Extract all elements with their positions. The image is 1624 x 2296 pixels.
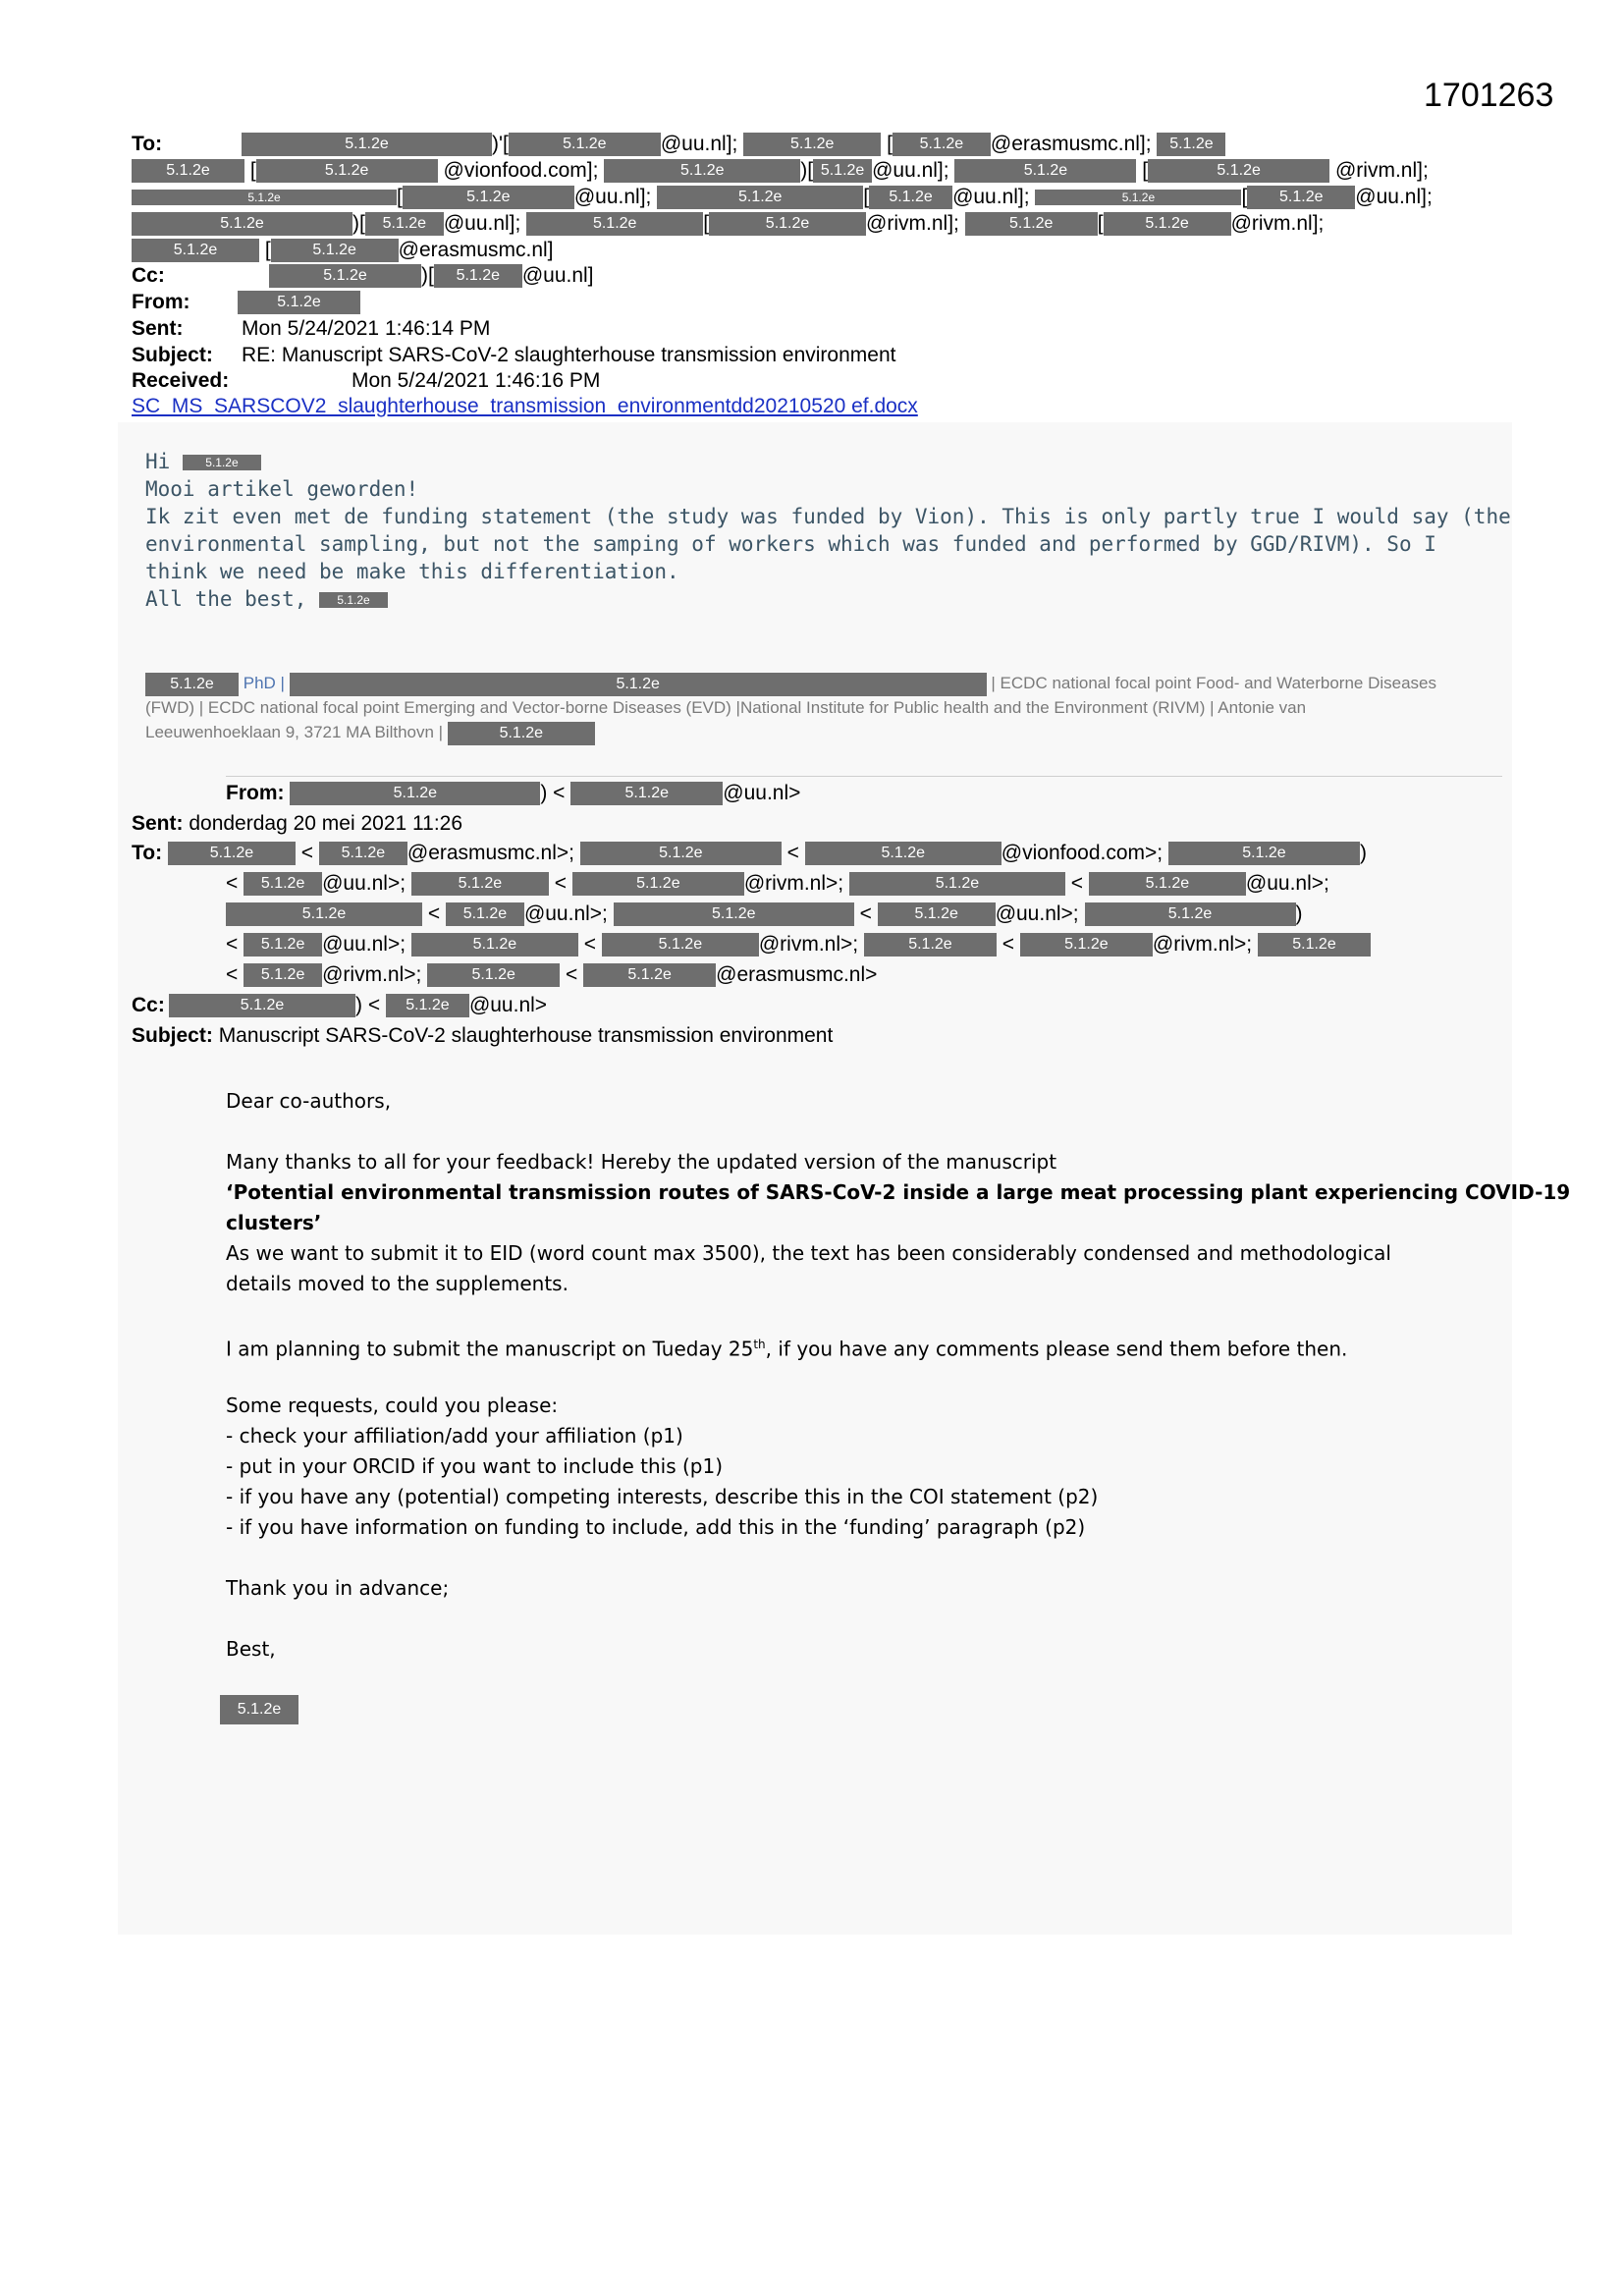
- redaction: 5.1.2e: [132, 212, 352, 236]
- redaction: 5.1.2e: [954, 159, 1136, 183]
- redaction: 5.1.2e: [132, 159, 244, 183]
- redaction: 5.1.2e: [1020, 933, 1153, 957]
- redaction: 5.1.2e: [226, 902, 422, 926]
- email-domain: @rivm.nl];: [1230, 212, 1325, 235]
- orig-subject-value: Manuscript SARS-CoV-2 slaughterhouse transmission environment: [218, 1024, 834, 1047]
- redaction: 5.1.2e: [813, 159, 872, 183]
- orig-to-row-4: < 5.1.2e @uu.nl>; 5.1.2e < 5.1.2e @rivm.nl>; 5.1.2e < 5.1.2e @rivm.nl>; 5.1.2e: [226, 932, 1371, 957]
- to-row-2: 5.1.2e [ 5.1.2e @vionfood.com]; 5.1.2e )[ 5.1.2e @uu.nl]; 5.1.2e [ 5.1.2e @rivm.nl];: [132, 158, 1429, 184]
- redaction: 5.1.2e: [365, 212, 444, 236]
- paragraph-1: Many thanks to all for your feedback! Hereby the updated version of the manuscript: [226, 1150, 1057, 1174]
- redaction: 5.1.2e: [604, 159, 800, 183]
- orig-to-row-1: To: 5.1.2e < 5.1.2e @erasmusmc.nl>; 5.1.2e < 5.1.2e @vionfood.com>; 5.1.2e ): [132, 842, 1367, 864]
- email-domain: @uu.nl];: [872, 159, 949, 182]
- redaction: 5.1.2e: [709, 212, 866, 236]
- redaction: 5.1.2e: [256, 159, 438, 183]
- redaction: 5.1.2e: [1085, 902, 1296, 926]
- signature-redaction: [220, 1695, 298, 1724]
- to-label: To:: [132, 133, 163, 155]
- redaction: 5.1.2e: [220, 1695, 298, 1724]
- redaction: 5.1.2e: [244, 963, 322, 987]
- signature-line-2: (FWD) | ECDC national focal point Emerging and Vector-borne Diseases (EVD) |National Institute for Public health and the Environment (RIVM) | Antonie van: [145, 698, 1307, 717]
- redaction: 5.1.2e: [1148, 159, 1329, 183]
- received-row: [132, 368, 600, 394]
- orig-to-row-3: 5.1.2e < 5.1.2e @uu.nl>; 5.1.2e < 5.1.2e @uu.nl>; 5.1.2e ): [226, 902, 1303, 927]
- redaction: 5.1.2e: [1168, 842, 1360, 865]
- redaction: 5.1.2e: [657, 186, 863, 209]
- email-domain: @uu.nl];: [1355, 186, 1433, 208]
- email-domain: @erasmusmc.nl];: [990, 133, 1152, 155]
- redaction: 5.1.2e: [386, 994, 469, 1017]
- redaction: 5.1.2e: [244, 933, 322, 957]
- redaction: 5.1.2e: [132, 190, 397, 205]
- reply-greeting: Hi 5.1.2e: [145, 448, 261, 475]
- redaction: 5.1.2e: [893, 133, 991, 156]
- to-row-5: 5.1.2e [ 5.1.2e @erasmusmc.nl]: [132, 238, 554, 263]
- redaction: 5.1.2e: [509, 133, 661, 156]
- request-item: - if you have any (potential) competing interests, describe this in the COI statement (p2): [226, 1485, 1099, 1508]
- redaction: 5.1.2e: [434, 264, 522, 288]
- redaction: 5.1.2e: [168, 842, 296, 865]
- sent-row: [132, 316, 490, 342]
- redaction: 5.1.2e: [319, 592, 388, 608]
- reply-line-1: Mooi artikel geworden!: [145, 477, 419, 501]
- from-label: From:: [132, 291, 190, 313]
- email-domain: @uu.nl];: [443, 212, 521, 235]
- email-domain: @uu.nl];: [660, 133, 738, 155]
- orig-cc-row: Cc: 5.1.2e ) < 5.1.2e @uu.nl>: [132, 994, 548, 1016]
- paragraph-2-line-1: As we want to submit it to EID (word count max 3500), the text has been considerably condensed and methodological: [226, 1241, 1391, 1265]
- redaction: 5.1.2e: [583, 963, 716, 987]
- separator-line: [226, 776, 1502, 777]
- paragraph-3: I am planning to submit the manuscript on Tueday 25th, if you have any comments please send them before then.: [226, 1337, 1348, 1361]
- redaction: 5.1.2e: [965, 212, 1098, 236]
- orig-sent-value: donderdag 20 mei 2021 11:26: [189, 812, 463, 835]
- subject-label: Subject:: [132, 344, 213, 366]
- email-domain: @uu.nl];: [952, 186, 1030, 208]
- request-item: - if you have information on funding to include, add this in the ‘funding’ paragraph (p2): [226, 1515, 1086, 1539]
- redaction: 5.1.2e: [805, 842, 1001, 865]
- redaction: 5.1.2e: [614, 902, 854, 926]
- orig-from-label: From:: [226, 782, 285, 804]
- redaction: 5.1.2e: [290, 782, 540, 805]
- redaction: 5.1.2e: [411, 872, 549, 896]
- sent-label: Sent:: [132, 317, 184, 340]
- email-domain: @uu.nl];: [573, 186, 652, 208]
- orig-sent-label: Sent:: [132, 812, 184, 835]
- cc-label: Cc:: [132, 264, 165, 287]
- redaction: 5.1.2e: [271, 239, 399, 262]
- redaction: 5.1.2e: [290, 673, 987, 696]
- orig-to-row-2: < 5.1.2e @uu.nl>; 5.1.2e < 5.1.2e @rivm.nl>; 5.1.2e < 5.1.2e @uu.nl>;: [226, 872, 1329, 895]
- reply-line-4: think we need be make this differentiation.: [145, 560, 679, 583]
- redaction: 5.1.2e: [132, 239, 259, 262]
- salutation: Dear co-authors,: [226, 1089, 392, 1113]
- redaction: 5.1.2e: [269, 264, 421, 288]
- requests-intro: Some requests, could you please:: [226, 1394, 559, 1417]
- email-domain: @erasmusmc.nl]: [398, 239, 554, 261]
- reply-line-3: environmental sampling, but not the samping of workers which was funded and performed by GGD/RIVM). So I: [145, 532, 1436, 556]
- email-domain: @rivm.nl];: [1334, 159, 1429, 182]
- attachment-link[interactable]: SC_MS_SARSCOV2_slaughterhouse_transmission_environmentdd20210520 ef.docx: [132, 395, 918, 417]
- email-domain: @rivm.nl];: [866, 212, 959, 235]
- redaction: 5.1.2e: [869, 186, 952, 209]
- redaction: 5.1.2e: [1258, 933, 1371, 957]
- redaction: 5.1.2e: [244, 872, 322, 896]
- redaction: 5.1.2e: [849, 872, 1065, 896]
- redaction: 5.1.2e: [242, 133, 492, 156]
- redaction: 5.1.2e: [169, 994, 355, 1017]
- redaction: 5.1.2e: [1035, 190, 1241, 205]
- redaction: 5.1.2e: [526, 212, 703, 236]
- orig-cc-label: Cc:: [132, 994, 165, 1016]
- redaction: 5.1.2e: [572, 872, 744, 896]
- reply-line-2: Ik zit even met de funding statement (the study was funded by Vion). This is only partly true I would say (the: [145, 505, 1511, 528]
- redaction: 5.1.2e: [743, 133, 881, 156]
- redaction: 5.1.2e: [864, 933, 997, 957]
- best-line: Best,: [226, 1637, 276, 1661]
- from-row: [132, 290, 360, 315]
- redaction: 5.1.2e: [183, 455, 261, 470]
- thanks-line: Thank you in advance;: [226, 1576, 450, 1600]
- orig-to-label: To:: [132, 842, 163, 864]
- redaction: 5.1.2e: [878, 902, 996, 926]
- paragraph-2-line-2: details moved to the supplements.: [226, 1272, 568, 1295]
- redaction: 5.1.2e: [1157, 133, 1225, 156]
- redaction: 5.1.2e: [403, 186, 574, 209]
- document-number: 1701263: [1424, 77, 1554, 114]
- received-label: Received:: [132, 369, 230, 392]
- cc-row: Cc: 5.1.2e )[ 5.1.2e @uu.nl]: [132, 264, 594, 287]
- redaction: 5.1.2e: [319, 842, 407, 865]
- signature-line-1: 5.1.2e PhD | 5.1.2e | ECDC national focal point Food- and Waterborne Diseases: [145, 671, 1436, 696]
- email-domain: @uu.nl]: [521, 264, 594, 287]
- request-item: - put in your ORCID if you want to include this (p1): [226, 1454, 724, 1478]
- redaction: 5.1.2e: [411, 933, 578, 957]
- redaction: 5.1.2e: [1247, 186, 1355, 209]
- signature-phd: PhD |: [243, 674, 285, 692]
- redaction: 5.1.2e: [446, 902, 524, 926]
- redaction: 5.1.2e: [1104, 212, 1231, 236]
- to-row-1: To: 5.1.2e )'[ 5.1.2e @uu.nl]; 5.1.2e [ 5.1.2e @erasmusmc.nl]; 5.1.2e: [132, 132, 1225, 157]
- sent-value: Mon 5/24/2021 1:46:14 PM: [242, 317, 491, 340]
- redaction: 5.1.2e: [580, 842, 782, 865]
- reply-closing: All the best, 5.1.2e: [145, 585, 388, 613]
- redaction: 5.1.2e: [145, 673, 239, 696]
- orig-from-row: From: 5.1.2e ) < 5.1.2e @uu.nl>: [226, 782, 801, 804]
- signature-line-3: Leeuwenhoeklaan 9, 3721 MA Bilthovn | 5.1.2e: [145, 720, 595, 745]
- redaction: 5.1.2e: [1089, 872, 1246, 896]
- orig-subject-row: [132, 1023, 833, 1049]
- subject-row: [132, 343, 895, 368]
- redaction: 5.1.2e: [427, 963, 560, 987]
- manuscript-title-line-1: ‘Potential environmental transmission routes of SARS-CoV-2 inside a large meat processing plant experiencing COVID-19: [226, 1180, 1571, 1204]
- redaction: 5.1.2e: [238, 291, 360, 314]
- redaction: 5.1.2e: [570, 782, 723, 805]
- request-item: - check your affiliation/add your affiliation (p1): [226, 1424, 683, 1448]
- to-row-4: 5.1.2e )[ 5.1.2e @uu.nl]; 5.1.2e [ 5.1.2e @rivm.nl]; 5.1.2e [ 5.1.2e @rivm.nl];: [132, 211, 1324, 237]
- subject-value: RE: Manuscript SARS-CoV-2 slaughterhouse transmission environment: [242, 344, 896, 366]
- email-domain: @vionfood.com];: [443, 159, 599, 182]
- orig-sent-row: [132, 811, 462, 837]
- redaction: 5.1.2e: [448, 722, 595, 745]
- manuscript-title-line-2: clusters’: [226, 1211, 322, 1234]
- redaction: 5.1.2e: [602, 933, 759, 957]
- orig-subject-label: Subject:: [132, 1024, 213, 1047]
- received-value: Mon 5/24/2021 1:46:16 PM: [352, 369, 601, 392]
- orig-to-row-5: < 5.1.2e @rivm.nl>; 5.1.2e < 5.1.2e @erasmusmc.nl>: [226, 963, 878, 986]
- to-row-3: 5.1.2e [ 5.1.2e @uu.nl]; 5.1.2e [ 5.1.2e @uu.nl]; 5.1.2e [ 5.1.2e @uu.nl];: [132, 185, 1433, 210]
